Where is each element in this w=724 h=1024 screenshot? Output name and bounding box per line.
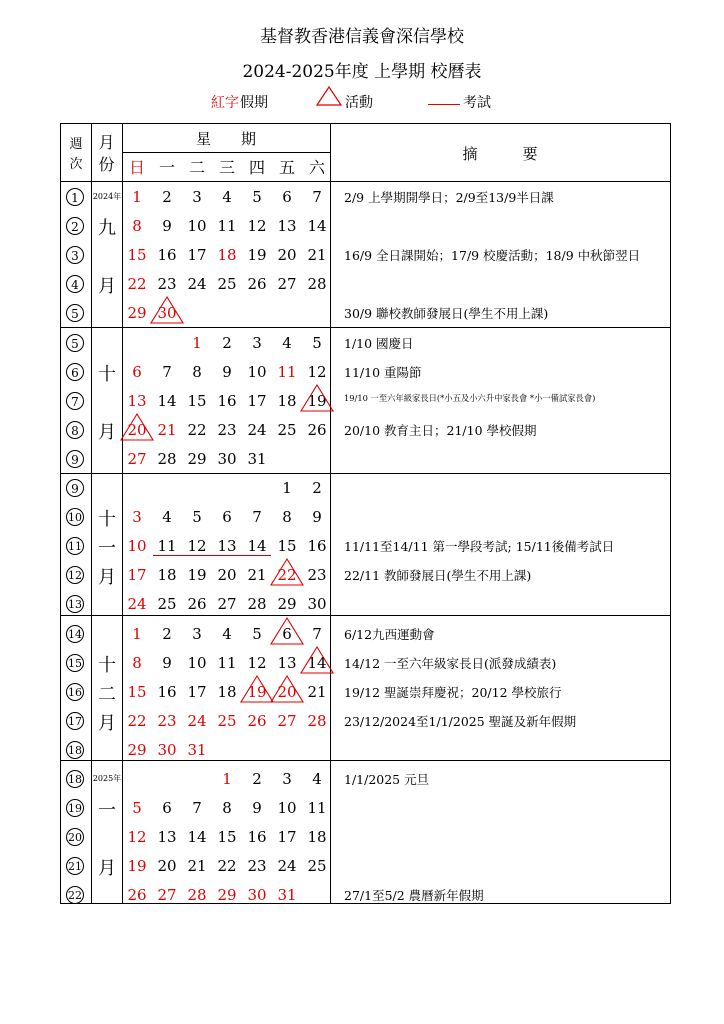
- day-cell: 2: [312, 479, 322, 497]
- day-cell: 10: [247, 362, 267, 381]
- day-cell: 10: [187, 217, 207, 236]
- day-cell: 9: [312, 508, 322, 527]
- week-number: 16: [66, 683, 84, 701]
- day-cell: 19: [127, 857, 147, 876]
- activity-triangle-icon: [270, 617, 304, 645]
- day-cell: 18: [157, 566, 177, 585]
- day-cell: 9: [162, 653, 172, 672]
- day-cell: 15: [127, 246, 147, 265]
- triangle-icon: [316, 86, 342, 106]
- weekday-1: 一: [158, 158, 175, 177]
- summary-note: 6/12九西運動會: [344, 626, 435, 642]
- day-cell: 13: [277, 217, 297, 236]
- activity-triangle-icon: [270, 675, 304, 703]
- summary-note: 20/10 教育主日；21/10 學校假期: [344, 422, 537, 438]
- day-cell: 24: [277, 857, 297, 876]
- day-cell: 30: [247, 886, 267, 905]
- day-cell: 12: [247, 653, 267, 672]
- week-number: 11: [66, 537, 84, 555]
- weekday-0: 日: [128, 158, 145, 177]
- day-cell: 14: [157, 391, 177, 410]
- day-cell: 23: [157, 711, 177, 730]
- day-cell: 5: [192, 508, 202, 527]
- day-cell: 24: [187, 275, 207, 294]
- header-week: 週: [69, 137, 83, 152]
- week-number: 12: [66, 566, 84, 584]
- day-cell: 4: [222, 624, 232, 643]
- month-name: 十: [98, 363, 116, 385]
- day-cell: 26: [127, 886, 147, 905]
- header-summary: 摘 要: [462, 145, 538, 163]
- day-cell: 1: [132, 624, 142, 643]
- day-cell: 30: [217, 449, 237, 468]
- summary-note: 19/10 一至六年級家長日(*小五及小六升中家長會 *小一備試家長會): [344, 392, 596, 403]
- day-cell: 16: [217, 391, 237, 410]
- day-cell: 19: [187, 566, 207, 585]
- day-cell: 12: [187, 537, 207, 556]
- day-cell: 22: [127, 275, 147, 294]
- day-cell: 6: [222, 508, 232, 527]
- month-name: 一: [98, 800, 116, 822]
- day-cell: 5: [312, 333, 322, 352]
- day-cell: 29: [217, 886, 237, 905]
- day-cell: 22: [127, 711, 147, 730]
- weekday-3: 三: [218, 158, 235, 177]
- weekday-2: 二: [188, 158, 205, 177]
- day-cell: 20: [217, 566, 237, 585]
- day-cell: 23: [157, 275, 177, 294]
- day-cell: 4: [312, 770, 322, 788]
- day-cell: 27: [127, 449, 147, 468]
- legend-activity: 活動: [345, 95, 373, 111]
- weekday-4: 四: [248, 158, 265, 177]
- week-number: 5: [66, 334, 84, 352]
- day-cell: 2: [162, 188, 172, 206]
- week-number: 15: [66, 654, 84, 672]
- day-cell: 28: [157, 449, 177, 468]
- day-cell: 26: [247, 711, 267, 730]
- day-cell: 19: [247, 246, 267, 265]
- day-cell: 7: [192, 799, 202, 818]
- day-cell: 29: [277, 595, 297, 614]
- week-number: 13: [66, 595, 84, 613]
- day-cell: 7: [252, 508, 262, 527]
- header-month-2: 份: [98, 155, 115, 174]
- day-cell: 2: [162, 624, 172, 643]
- month-name: 十: [98, 509, 116, 531]
- summary-note: 1/10 國慶日: [344, 335, 414, 351]
- day-cell: 31: [277, 886, 297, 905]
- day-cell: 5: [252, 188, 262, 206]
- summary-note: 19/12 聖誕崇拜慶祝；20/12 學校旅行: [344, 684, 562, 700]
- day-cell: 21: [157, 420, 177, 439]
- divider: [61, 615, 670, 616]
- calendar-table: [60, 123, 671, 904]
- day-cell: 8: [192, 362, 202, 381]
- day-cell: 17: [187, 682, 207, 701]
- day-cell: 6: [132, 362, 142, 381]
- day-cell: 25: [277, 420, 297, 439]
- summary-note: 1/1/2025 元旦: [344, 772, 430, 787]
- day-cell: 21: [247, 566, 267, 585]
- summary-note: 16/9 全日課開始；17/9 校慶活動；18/9 中秋節翌日: [344, 248, 641, 264]
- day-cell: 22: [217, 857, 237, 876]
- week-number: 21: [66, 857, 84, 875]
- legend: [0, 92, 724, 114]
- day-cell: 3: [252, 333, 262, 352]
- day-cell: 31: [187, 740, 207, 759]
- underline-icon: [428, 104, 460, 105]
- day-cell: 12: [247, 217, 267, 236]
- day-cell: 18: [217, 246, 237, 265]
- day-cell: 28: [187, 886, 207, 905]
- day-cell: 28: [307, 711, 327, 730]
- day-cell: 22: [277, 566, 297, 585]
- day-cell: 7: [312, 624, 322, 643]
- day-cell: 28: [307, 275, 327, 294]
- day-cell: 5: [252, 624, 262, 643]
- day-cell: 8: [132, 217, 142, 236]
- day-cell: 27: [157, 886, 177, 905]
- week-number: 9: [66, 479, 84, 497]
- day-cell: 24: [247, 420, 267, 439]
- summary-note: 11/11至14/11 第一學段考試; 15/11後備考試日: [344, 539, 615, 555]
- week-number: 7: [66, 392, 84, 410]
- day-cell: 21: [187, 857, 207, 876]
- day-cell: 10: [277, 799, 297, 818]
- day-cell: 8: [222, 799, 232, 818]
- day-cell: 16: [307, 537, 327, 556]
- month-name: 月: [98, 858, 116, 880]
- day-cell: 15: [127, 682, 147, 701]
- activity-triangle-icon: [300, 384, 334, 412]
- month-name: 十: [98, 654, 116, 676]
- day-cell: 8: [282, 508, 292, 527]
- day-cell: 9: [252, 799, 262, 818]
- year-label: 2024年: [92, 192, 122, 201]
- legend-exam: 考試: [463, 95, 491, 111]
- day-cell: 1: [132, 188, 142, 206]
- day-cell: 23: [247, 857, 267, 876]
- activity-triangle-icon: [120, 413, 154, 441]
- month-name: 月: [98, 567, 116, 589]
- day-cell: 1: [222, 770, 232, 788]
- calendar-subtitle: 2024-2025年度 上學期 校曆表: [242, 62, 482, 82]
- day-cell: 11: [277, 362, 297, 381]
- week-number: 18: [66, 741, 84, 759]
- day-cell: 10: [127, 537, 147, 556]
- day-cell: 17: [187, 246, 207, 265]
- week-number: 1: [66, 188, 84, 206]
- day-cell: 22: [187, 420, 207, 439]
- day-cell: 9: [222, 362, 232, 381]
- divider: [122, 152, 330, 153]
- week-number: 14: [66, 625, 84, 643]
- week-number: 20: [66, 828, 84, 846]
- day-cell: 13: [157, 828, 177, 847]
- day-cell: 23: [307, 566, 327, 585]
- day-cell: 27: [277, 275, 297, 294]
- day-cell: 11: [307, 799, 327, 818]
- day-cell: 26: [187, 595, 207, 614]
- day-cell: 14: [307, 217, 327, 236]
- day-cell: 30: [157, 740, 177, 759]
- day-cell: 13: [127, 391, 147, 410]
- day-cell: 25: [217, 275, 237, 294]
- day-cell: 3: [282, 770, 292, 788]
- day-cell: 17: [247, 391, 267, 410]
- week-number: 4: [66, 275, 84, 293]
- summary-note: 14/12 一至六年級家長日(派發成績表): [344, 655, 557, 671]
- day-cell: 16: [157, 246, 177, 265]
- month-name: 月: [98, 712, 116, 734]
- day-cell: 28: [247, 595, 267, 614]
- header-month: 月: [98, 133, 115, 152]
- weekday-5: 五: [278, 158, 295, 177]
- day-cell: 6: [282, 624, 292, 643]
- day-cell: 23: [217, 420, 237, 439]
- day-cell: 30: [307, 595, 327, 614]
- day-cell: 15: [277, 537, 297, 556]
- day-cell: 11: [217, 217, 237, 236]
- week-number: 9: [66, 450, 84, 468]
- week-number: 22: [66, 886, 84, 904]
- day-cell: 18: [307, 828, 327, 847]
- day-cell: 7: [312, 188, 322, 206]
- legend-red-text: 紅字: [211, 95, 239, 111]
- school-name: 基督教香港信義會深信學校: [260, 27, 464, 47]
- day-cell: 20: [157, 857, 177, 876]
- day-cell: 27: [217, 595, 237, 614]
- day-cell: 8: [132, 653, 142, 672]
- day-cell: 3: [132, 508, 142, 527]
- month-name: 月: [98, 276, 116, 298]
- week-number: 3: [66, 246, 84, 264]
- header-weekday-title: 星 期: [195, 130, 256, 148]
- day-cell: 20: [277, 682, 297, 701]
- day-cell: 3: [192, 188, 202, 206]
- day-cell: 3: [192, 624, 202, 643]
- day-cell: 17: [277, 828, 297, 847]
- week-number: 2: [66, 217, 84, 235]
- week-number: 19: [66, 799, 84, 817]
- day-cell: 2: [252, 770, 262, 788]
- day-cell: 12: [307, 362, 327, 381]
- summary-note: 2/9 上學期開學日；2/9至13/9半日課: [344, 190, 554, 205]
- day-cell: 18: [217, 682, 237, 701]
- day-cell: 6: [282, 188, 292, 206]
- day-cell: 25: [217, 711, 237, 730]
- month-name: 一: [98, 538, 116, 560]
- week-number: 18: [66, 770, 84, 788]
- day-cell: 9: [162, 217, 172, 236]
- month-name: 月: [98, 421, 116, 443]
- day-cell: 20: [127, 420, 147, 439]
- header-week-2: 次: [69, 157, 83, 172]
- day-cell: 30: [157, 304, 177, 323]
- day-cell: 5: [132, 799, 142, 818]
- week-number: 8: [66, 421, 84, 439]
- divider: [61, 181, 670, 182]
- day-cell: 7: [162, 362, 172, 381]
- day-cell: 4: [222, 188, 232, 206]
- day-cell: 16: [157, 682, 177, 701]
- divider: [61, 760, 670, 761]
- exam-underline: [153, 555, 271, 556]
- day-cell: 18: [277, 391, 297, 410]
- day-cell: 15: [187, 391, 207, 410]
- summary-note: 23/12/2024至1/1/2025 聖誕及新年假期: [344, 713, 577, 729]
- day-cell: 11: [217, 653, 237, 672]
- week-number: 6: [66, 363, 84, 381]
- year-label: 2025年: [92, 774, 122, 783]
- divider: [61, 327, 670, 328]
- activity-triangle-icon: [240, 675, 274, 703]
- day-cell: 25: [307, 857, 327, 876]
- day-cell: 12: [127, 828, 147, 847]
- summary-note: 27/1至5/2 農曆新年假期: [344, 888, 484, 904]
- day-cell: 1: [282, 479, 292, 497]
- day-cell: 6: [162, 799, 172, 818]
- day-cell: 21: [307, 246, 327, 265]
- weekday-6: 六: [308, 158, 325, 177]
- day-cell: 19: [247, 682, 267, 701]
- day-cell: 19: [307, 391, 327, 410]
- day-cell: 25: [157, 595, 177, 614]
- day-cell: 13: [217, 537, 237, 556]
- day-cell: 14: [307, 653, 327, 672]
- summary-note: 22/11 教師發展日(學生不用上課): [344, 568, 532, 584]
- day-cell: 26: [247, 275, 267, 294]
- week-number: 5: [66, 304, 84, 322]
- day-cell: 11: [157, 537, 177, 556]
- activity-triangle-icon: [300, 646, 334, 674]
- day-cell: 29: [127, 304, 147, 323]
- day-cell: 1: [192, 333, 202, 352]
- summary-note: 30/9 聯校教師發展日(學生不用上課): [344, 306, 549, 322]
- day-cell: 10: [187, 653, 207, 672]
- month-name: 二: [98, 683, 116, 705]
- day-cell: 14: [187, 828, 207, 847]
- month-name: 九: [98, 218, 116, 240]
- day-cell: 29: [187, 449, 207, 468]
- summary-note: 11/10 重陽節: [344, 364, 422, 380]
- day-cell: 15: [217, 828, 237, 847]
- week-number: 17: [66, 712, 84, 730]
- day-cell: 2: [222, 333, 232, 352]
- day-cell: 24: [187, 711, 207, 730]
- week-number: 10: [66, 508, 84, 526]
- day-cell: 4: [282, 333, 292, 352]
- day-cell: 16: [247, 828, 267, 847]
- day-cell: 29: [127, 740, 147, 759]
- divider: [61, 473, 670, 474]
- day-cell: 21: [307, 682, 327, 701]
- day-cell: 14: [247, 537, 267, 556]
- day-cell: 17: [127, 566, 147, 585]
- day-cell: 4: [162, 508, 172, 527]
- day-cell: 20: [277, 246, 297, 265]
- day-cell: 31: [247, 449, 267, 468]
- legend-holiday: 假期: [240, 95, 268, 111]
- activity-triangle-icon: [270, 558, 304, 586]
- activity-triangle-icon: [150, 296, 184, 324]
- day-cell: 24: [127, 595, 147, 614]
- day-cell: 13: [277, 653, 297, 672]
- day-cell: 26: [307, 420, 327, 439]
- day-cell: 27: [277, 711, 297, 730]
